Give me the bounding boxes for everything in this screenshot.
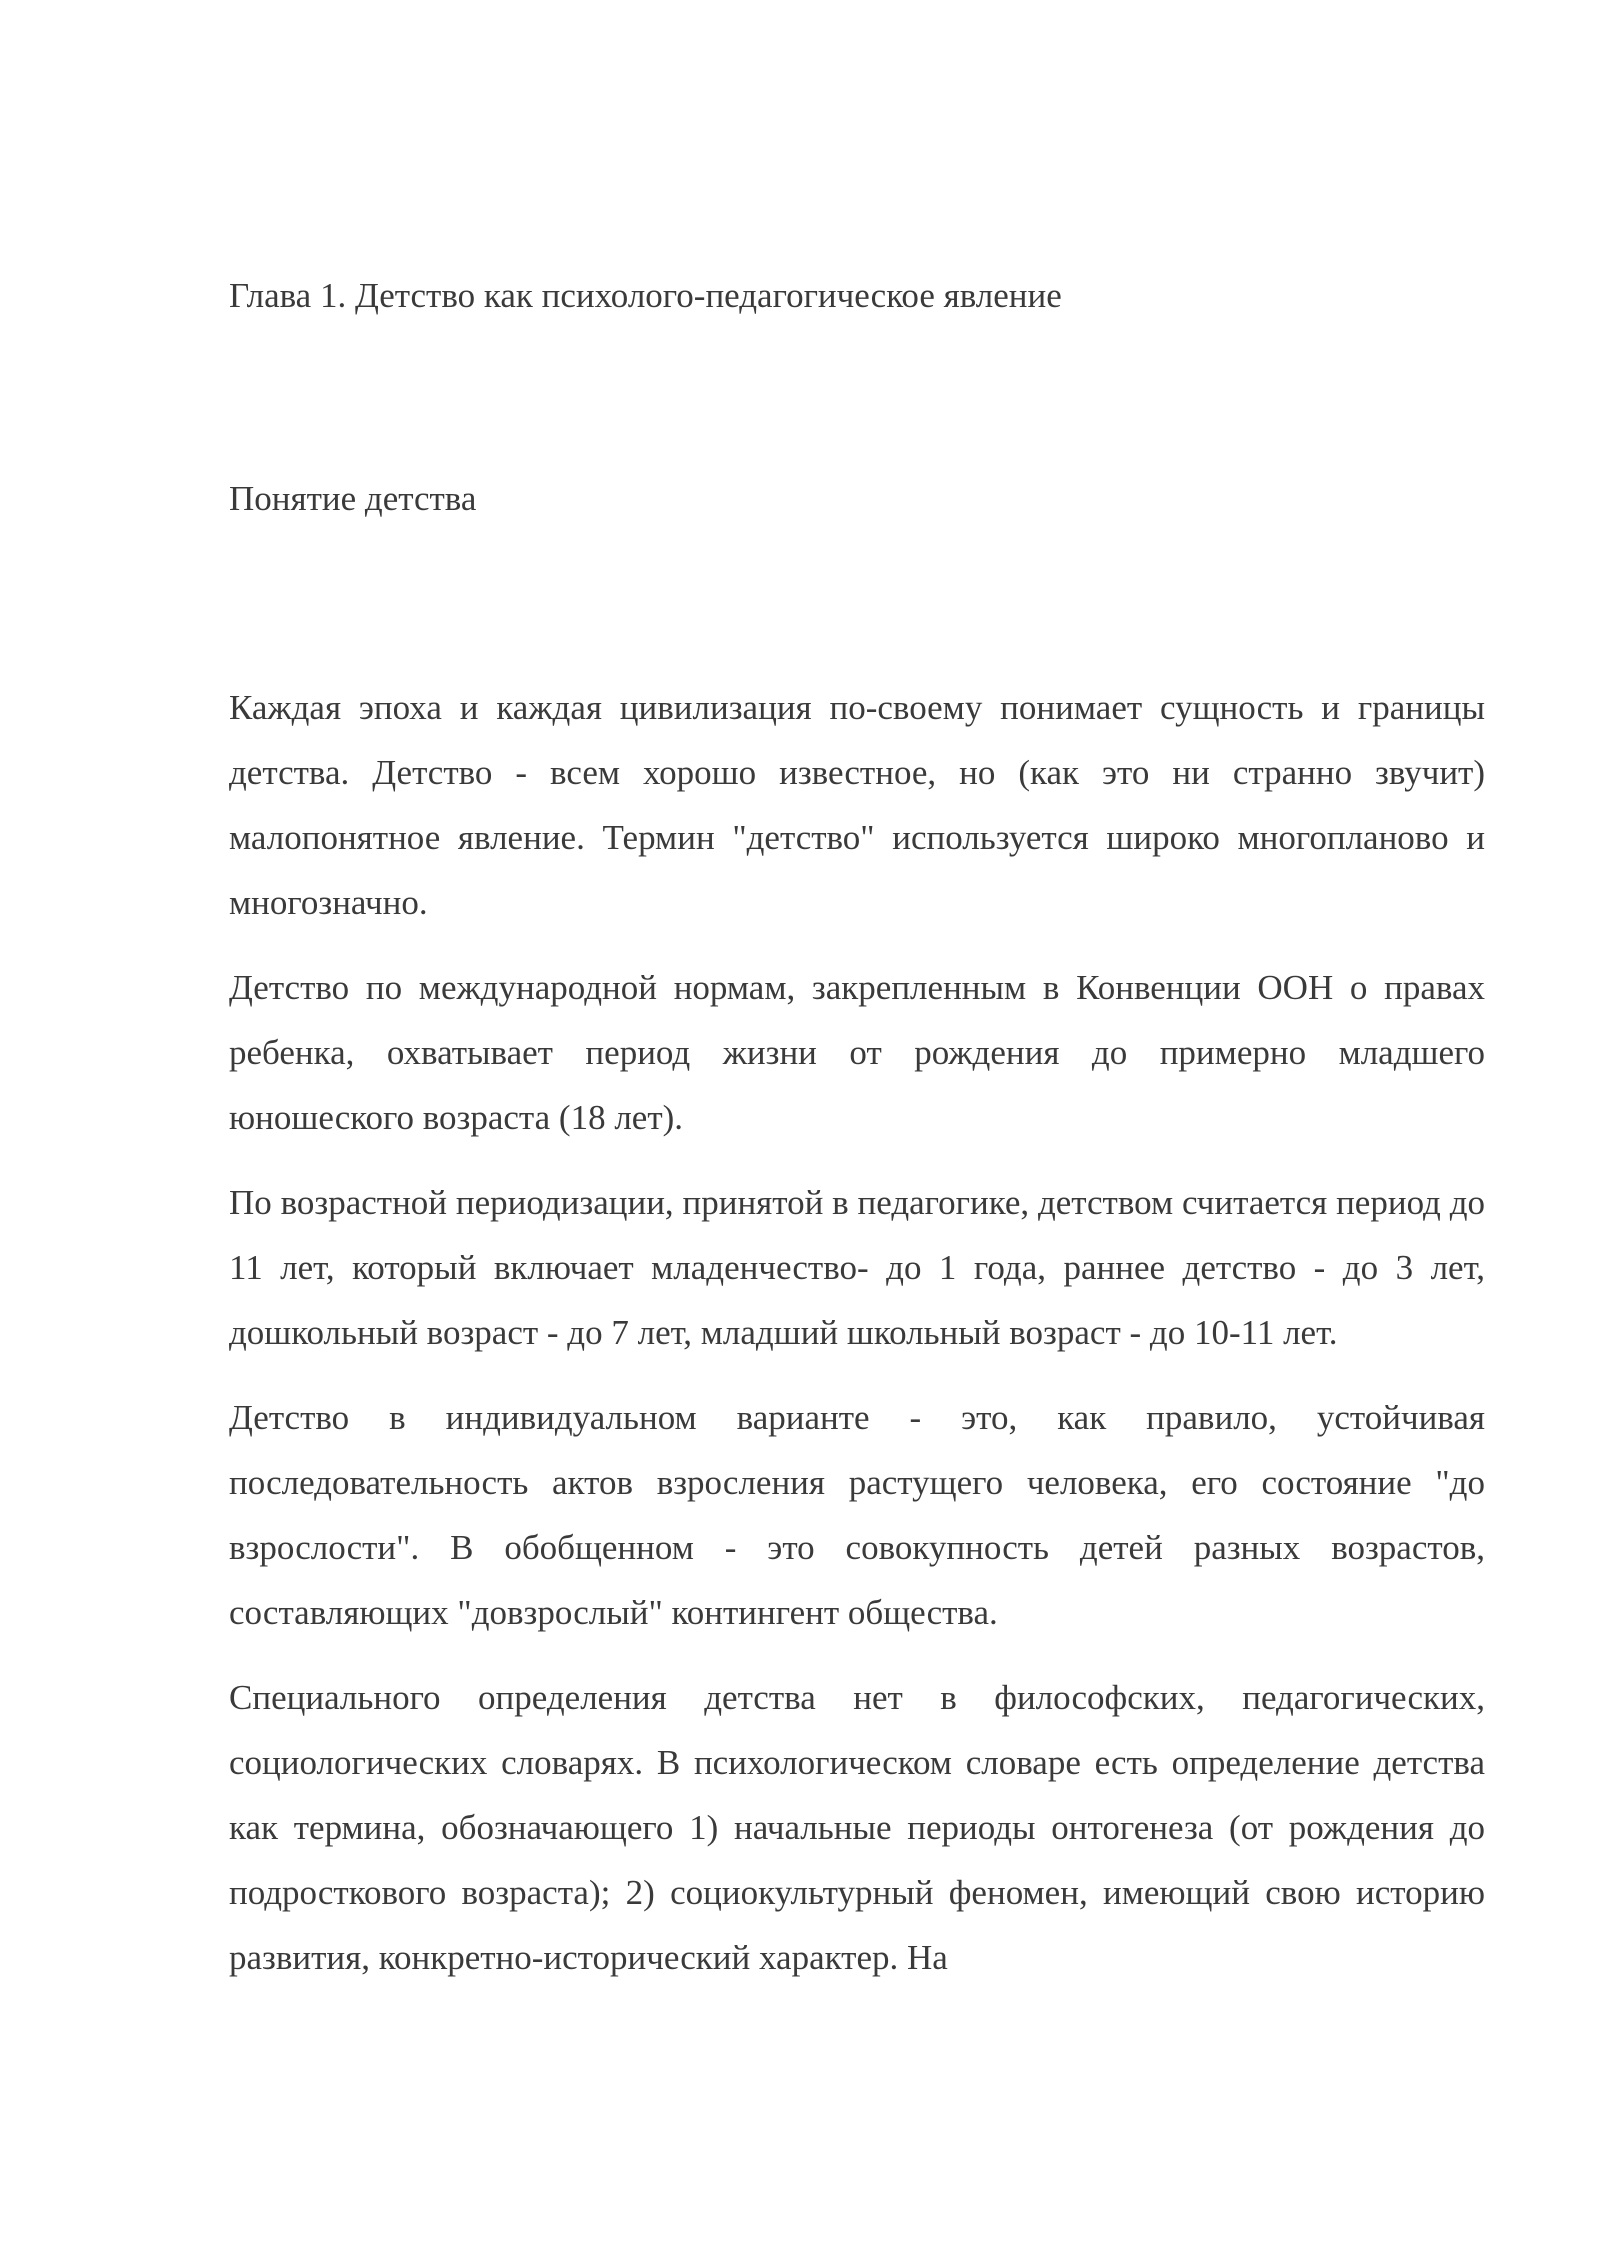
document-content xyxy=(229,268,1485,2010)
paragraph-1: Каждая эпоха и каждая цивилизация по-своему понимает сущность и границы детства. Детство - всем хорошо известное, но (как это ни странно звучит) малопонятное явление. Термин "детство" используется широко многопланово и многозначно. xyxy=(229,688,1485,922)
section-title: Понятие детства xyxy=(229,479,477,518)
chapter-title: Глава 1. Детство как психолого-педагогическое явление xyxy=(229,276,1062,315)
paragraph-4: Детство в индивидуальном варианте - это, как правило, устойчивая последовательность актов взросления растущего человека, его состояние "до взрослости". В обобщенном - это совокупность детей разных возрастов, составляющих "довзрослый" контингент общества. xyxy=(229,1398,1485,1632)
body-text xyxy=(229,675,1485,1990)
paragraph-5: Специального определения детства нет в философских, педагогических, социологических словарях. В психологическом словаре есть определение детства как термина, обозначающего 1) начальные периоды онтогенеза (от рождения до подросткового возраста); 2) социокультурный феномен, имеющий свою историю развития, конкретно-исторический характер. На xyxy=(229,1678,1485,1977)
paragraph-2: Детство по международной нормам, закрепленным в Конвенции ООН о правах ребенка, охватывает период жизни от рождения до примерно младшего юношеского возраста (18 лет). xyxy=(229,968,1485,1137)
paragraph-3: По возрастной периодизации, принятой в педагогике, детством считается период до 11 лет, который включает младенчество- до 1 года, раннее детство - до 3 лет, дошкольный возраст - до 7 лет, младший школьный возраст - до 10-11 лет. xyxy=(229,1183,1485,1352)
